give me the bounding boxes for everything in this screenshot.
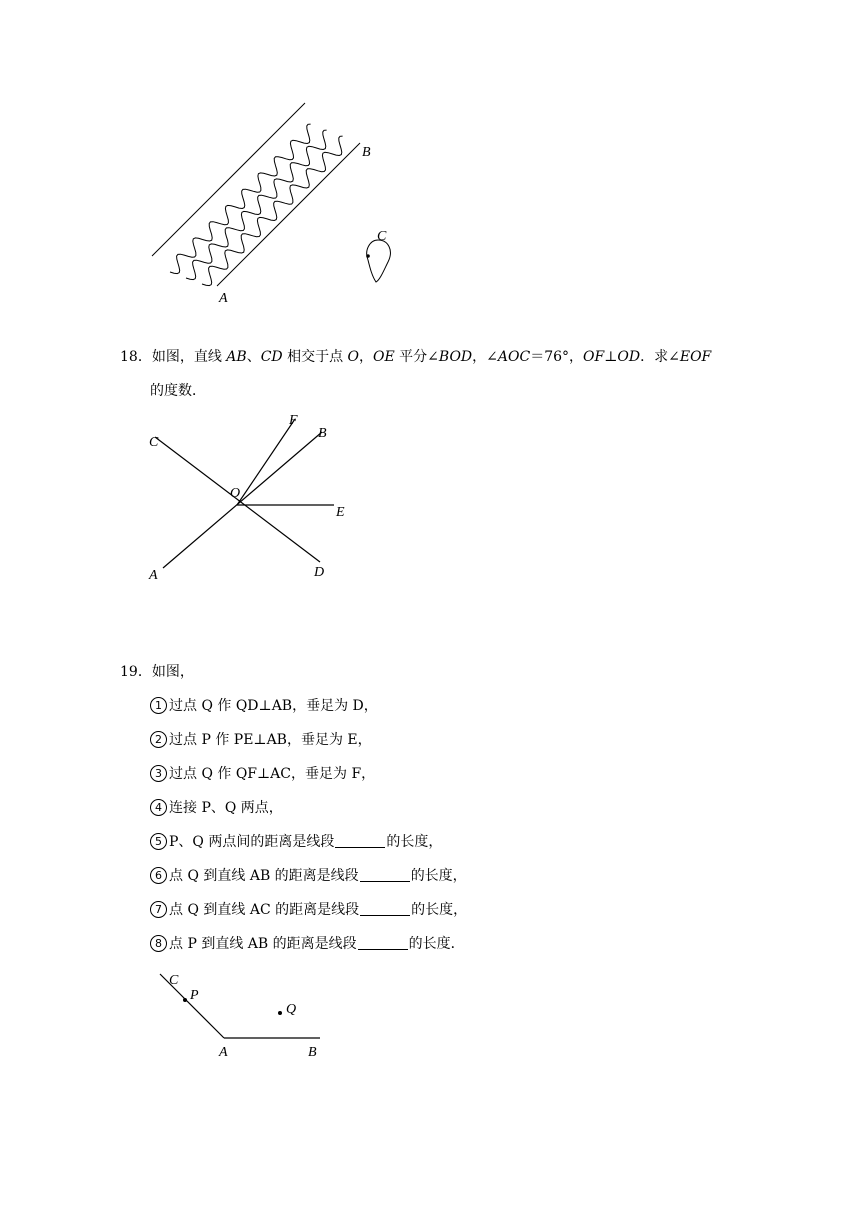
point-Q-dot (278, 1011, 282, 1015)
q19-item (150, 900, 467, 920)
q18-text-part: ，∠ (472, 349, 498, 365)
label-A: A (149, 568, 158, 583)
q19-item (150, 832, 442, 852)
item-text: 点 Q 到直线 AC 的距离是线段 (169, 902, 360, 918)
item-text: P、Q 两点间的距离是线段 (169, 834, 335, 850)
q18-text-part: AOC (497, 349, 531, 365)
item-number: 1 (150, 697, 167, 714)
label-F: F (289, 413, 298, 428)
river-wave-3 (202, 136, 343, 286)
q19-figure (150, 965, 330, 1065)
label-O: O (230, 486, 241, 501)
item-number: 4 (150, 799, 167, 816)
q19-item (150, 798, 283, 818)
label-B: B (308, 1045, 317, 1060)
point-P-dot (183, 998, 187, 1002)
item-number: 3 (150, 765, 167, 782)
label-C: C (149, 435, 159, 450)
label-B: B (318, 426, 327, 441)
q19-item (150, 866, 467, 886)
q18-text-part: ．求∠ (640, 349, 680, 365)
answer-blank[interactable] (360, 901, 410, 916)
line-AB (217, 143, 360, 286)
label-D: D (314, 565, 325, 580)
label-A: A (219, 1045, 228, 1060)
q19-item (150, 764, 375, 784)
item-text-end: 的长度， (386, 834, 443, 850)
item-text: 点 Q 到直线 AB 的距离是线段 (169, 868, 359, 884)
answer-blank[interactable] (360, 867, 410, 882)
item-number: 8 (150, 935, 167, 952)
q19-intro: 如图， (151, 664, 194, 680)
label-A: A (219, 291, 228, 306)
q18-text-part: 如图，直线 (151, 349, 227, 365)
item-text: 连接 P、Q 两点， (169, 800, 283, 816)
label-E: E (336, 505, 345, 520)
item-number: 6 (150, 867, 167, 884)
item-text-end: 的长度， (410, 868, 467, 884)
answer-blank[interactable] (358, 935, 408, 950)
q18-text-part: OF (583, 349, 605, 365)
river-wave-lines (170, 124, 343, 286)
q19-item (150, 696, 378, 716)
item-text: 点 P 到直线 AB 的距离是线段 (169, 936, 357, 952)
item-text-end: 的长度． (408, 936, 465, 952)
point-C-curve (367, 240, 391, 282)
point-C-dot (366, 254, 370, 258)
q18-figure (140, 408, 370, 588)
label-P: P (190, 988, 199, 1003)
label-C: C (377, 229, 387, 244)
label-C: C (169, 973, 179, 988)
item-number: 7 (150, 901, 167, 918)
q18-number: 18． (120, 349, 152, 365)
river-wave-2 (186, 130, 327, 280)
q18-text-part: AB (226, 349, 247, 365)
q18-text-part: 平分∠ (394, 349, 439, 365)
q18-text-part: ， (359, 349, 374, 365)
item-number: 5 (150, 833, 167, 850)
q18-text-part: ＝76°， (530, 349, 584, 365)
q18-text-part: EOF (679, 349, 712, 365)
q18-text-part: 相交于点 (282, 349, 348, 365)
q19-item (150, 934, 465, 954)
item-text-end: 的长度， (411, 902, 468, 918)
q18-text-part: ⊥ (604, 349, 618, 365)
item-text: 过点 Q 作 QD⊥AB，垂足为 D， (169, 698, 378, 714)
item-text: 过点 Q 作 QF⊥AC，垂足为 F， (169, 766, 376, 782)
q18-text-part: CD (260, 349, 283, 365)
q18-line1 (120, 347, 711, 367)
q18-text-part: O (347, 349, 360, 365)
label-B: B (362, 145, 371, 160)
item-text: 过点 P 作 PE⊥AB，垂足为 E， (169, 732, 372, 748)
q19-header (120, 662, 194, 682)
answer-blank[interactable] (335, 833, 385, 848)
river-wave-1 (170, 124, 311, 274)
q18-text-part: 、 (246, 349, 261, 365)
q19-number: 19． (120, 664, 152, 680)
label-Q: Q (286, 1002, 297, 1017)
q18-text-part: BOD (438, 349, 473, 365)
q18-text-part: OE (373, 349, 395, 365)
line-AB (163, 432, 322, 568)
q18-line2: 的度数． (150, 383, 206, 399)
q18-text (152, 349, 711, 365)
item-number: 2 (150, 731, 167, 748)
q18-text-part: OD (617, 349, 641, 365)
q19-item (150, 730, 372, 750)
river-figure (140, 100, 400, 310)
